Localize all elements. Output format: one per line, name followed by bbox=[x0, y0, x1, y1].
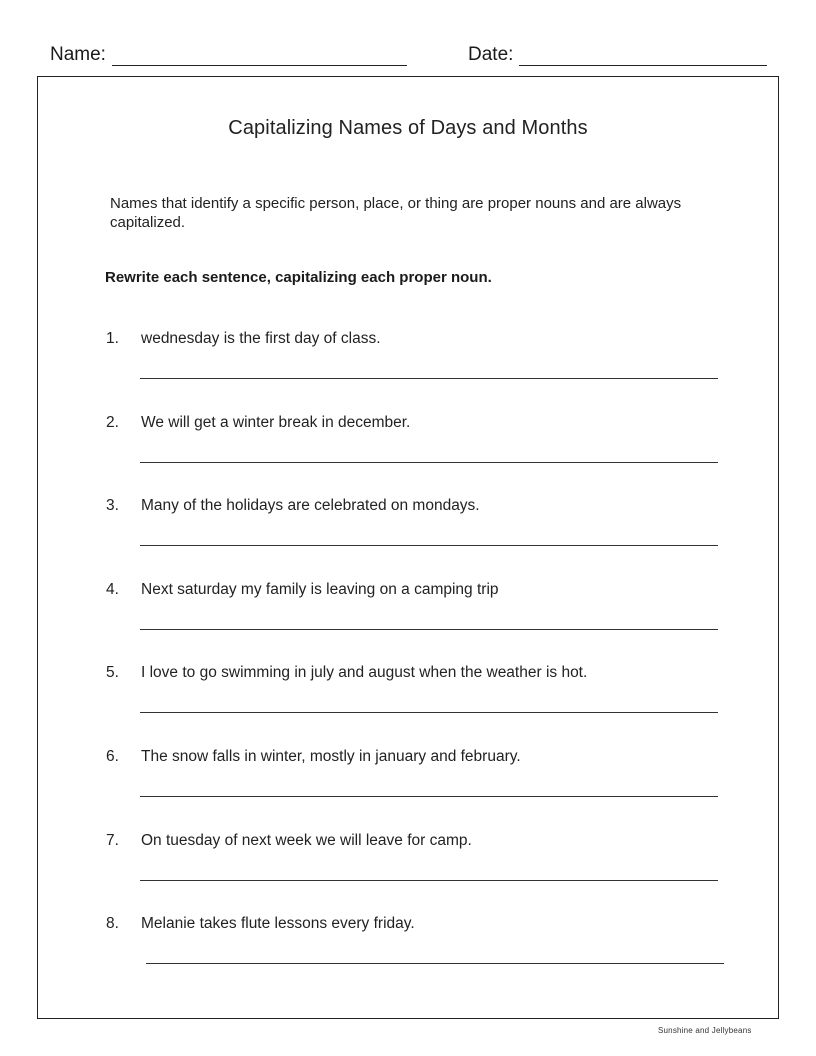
item-number: 4. bbox=[106, 581, 119, 598]
item-number: 6. bbox=[106, 748, 119, 765]
answer-line[interactable] bbox=[140, 629, 718, 630]
answer-line[interactable] bbox=[140, 880, 718, 881]
item-number: 7. bbox=[106, 832, 119, 849]
item-sentence: The snow falls in winter, mostly in january and february. bbox=[141, 748, 521, 765]
item-sentence: Melanie takes flute lessons every friday. bbox=[141, 915, 415, 932]
item-sentence: Next saturday my family is leaving on a camping trip bbox=[141, 581, 499, 598]
intro-text: Names that identify a specific person, place, or thing are proper nouns and are always capitalized. bbox=[110, 195, 682, 231]
name-label: Name: bbox=[50, 44, 106, 65]
worksheet-title: Capitalizing Names of Days and Months bbox=[228, 117, 588, 139]
item-sentence: wednesday is the first day of class. bbox=[141, 330, 381, 347]
date-label: Date: bbox=[468, 44, 514, 65]
item-sentence: I love to go swimming in july and august when the weather is hot. bbox=[141, 664, 588, 681]
footer-credit: Sunshine and Jellybeans bbox=[658, 1026, 752, 1035]
answer-line[interactable] bbox=[140, 378, 718, 379]
item-sentence: Many of the holidays are celebrated on mondays. bbox=[141, 497, 480, 514]
date-field[interactable] bbox=[468, 40, 767, 66]
item-number: 8. bbox=[106, 915, 119, 932]
item-number: 2. bbox=[106, 414, 119, 431]
item-number: 5. bbox=[106, 664, 119, 681]
item-sentence: We will get a winter break in december. bbox=[141, 414, 411, 431]
item-number: 3. bbox=[106, 497, 119, 514]
date-blank-line[interactable] bbox=[519, 43, 767, 66]
item-number: 1. bbox=[106, 330, 119, 347]
answer-line[interactable] bbox=[140, 712, 718, 713]
name-field[interactable] bbox=[50, 40, 407, 66]
answer-line[interactable] bbox=[140, 462, 718, 463]
instruction-text: Rewrite each sentence, capitalizing each proper noun. bbox=[105, 269, 492, 286]
answer-line[interactable] bbox=[146, 963, 724, 964]
answer-line[interactable] bbox=[140, 796, 718, 797]
name-blank-line[interactable] bbox=[112, 43, 407, 66]
item-sentence: On tuesday of next week we will leave for camp. bbox=[141, 832, 472, 849]
answer-line[interactable] bbox=[140, 545, 718, 546]
